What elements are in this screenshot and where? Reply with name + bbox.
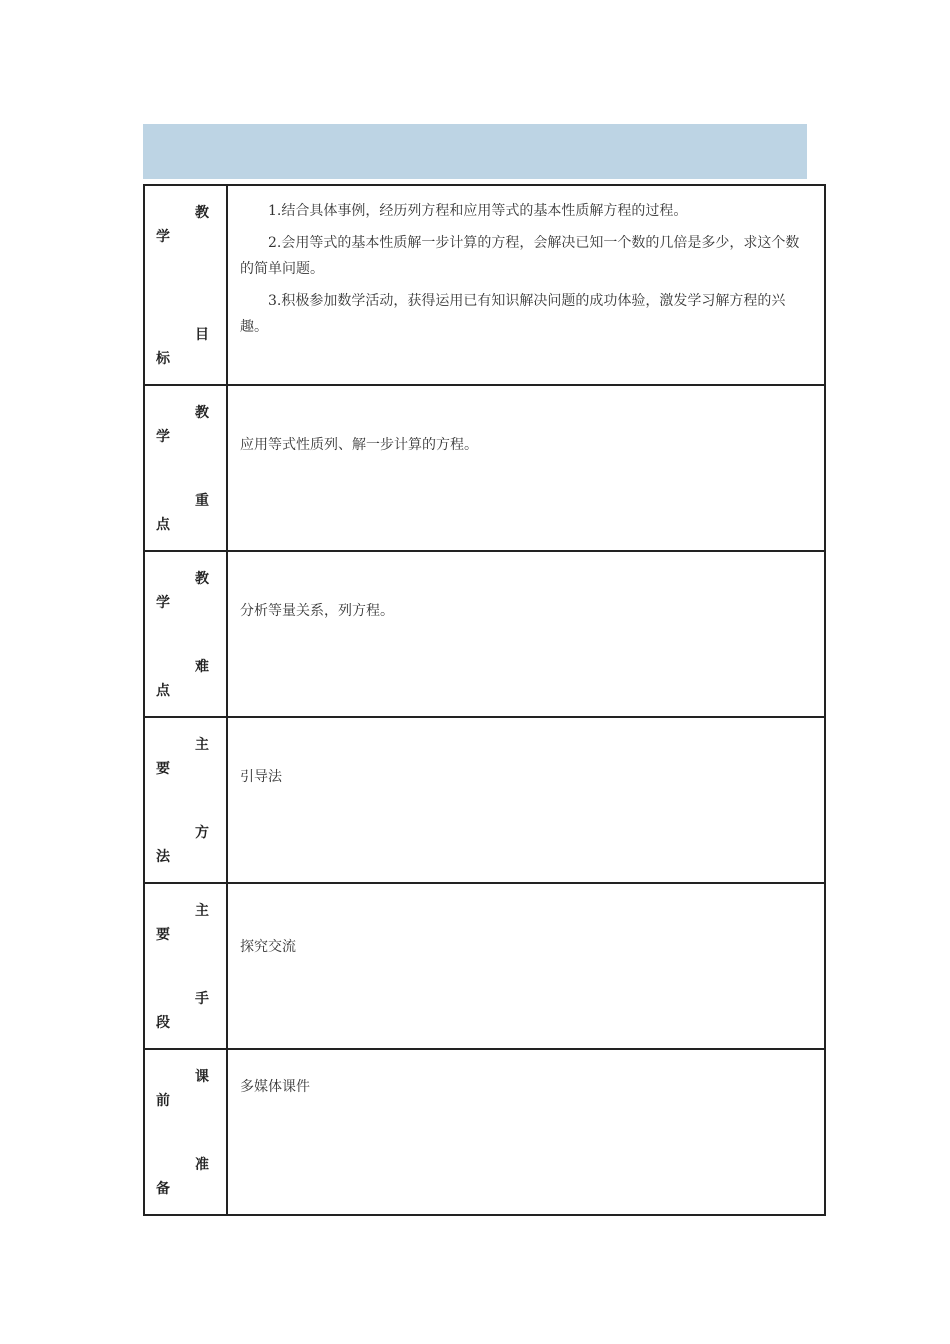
row-teaching-objectives [144,185,825,385]
row-label-cell [144,385,227,551]
label-char: 学 [156,229,170,245]
row-label-cell [144,883,227,1049]
row-main-method [144,717,825,883]
label-char: 主 [195,737,209,753]
row-teaching-difficulty [144,551,825,717]
row-teaching-focus [144,385,825,551]
row-text: 探究交流 [240,939,296,955]
label-char: 难 [195,659,209,675]
label-char: 目 [195,327,209,343]
row-label-cell [144,717,227,883]
label-char: 方 [195,825,209,841]
row-content-cell [227,185,825,385]
objective-item: 2.会用等式的基本性质解一步计算的方程，会解决已知一个数的几倍是多少，求这个数的简单问题。 [240,235,800,277]
label-char: 要 [156,927,170,943]
objective-item: 1.结合具体事例，经历列方程和应用等式的基本性质解方程的过程。 [268,203,688,219]
lesson-plan-table [143,184,826,1216]
row-label-cell [144,1049,227,1215]
row-label-cell [144,551,227,717]
label-char: 点 [156,517,170,533]
label-char: 学 [156,429,170,445]
label-char: 法 [156,849,170,865]
label-char: 标 [156,351,170,367]
label-char: 学 [156,595,170,611]
row-content-cell [227,1049,825,1215]
label-char: 教 [195,405,209,421]
row-content-cell [227,385,825,551]
label-char: 前 [156,1093,170,1109]
row-label-cell [144,185,227,385]
row-preparation [144,1049,825,1215]
label-char: 准 [195,1157,209,1173]
label-char: 手 [195,991,209,1007]
row-content-cell [227,717,825,883]
row-content-cell [227,883,825,1049]
row-text: 应用等式性质列、解一步计算的方程。 [240,437,478,453]
label-char: 教 [195,571,209,587]
row-content-cell [227,551,825,717]
label-char: 备 [156,1181,170,1197]
label-char: 段 [156,1015,170,1031]
row-text: 分析等量关系，列方程。 [240,603,394,619]
label-char: 要 [156,761,170,777]
label-char: 主 [195,903,209,919]
label-char: 点 [156,683,170,699]
label-char: 教 [195,205,209,221]
label-char: 课 [195,1069,209,1085]
objective-item: 3.积极参加数学活动，获得运用已有知识解决问题的成功体验，激发学习解方程的兴趣。 [240,293,786,335]
label-char: 重 [195,493,209,509]
header-band [143,124,807,179]
row-text: 引导法 [240,769,282,785]
row-main-means [144,883,825,1049]
row-text: 多媒体课件 [240,1079,310,1095]
